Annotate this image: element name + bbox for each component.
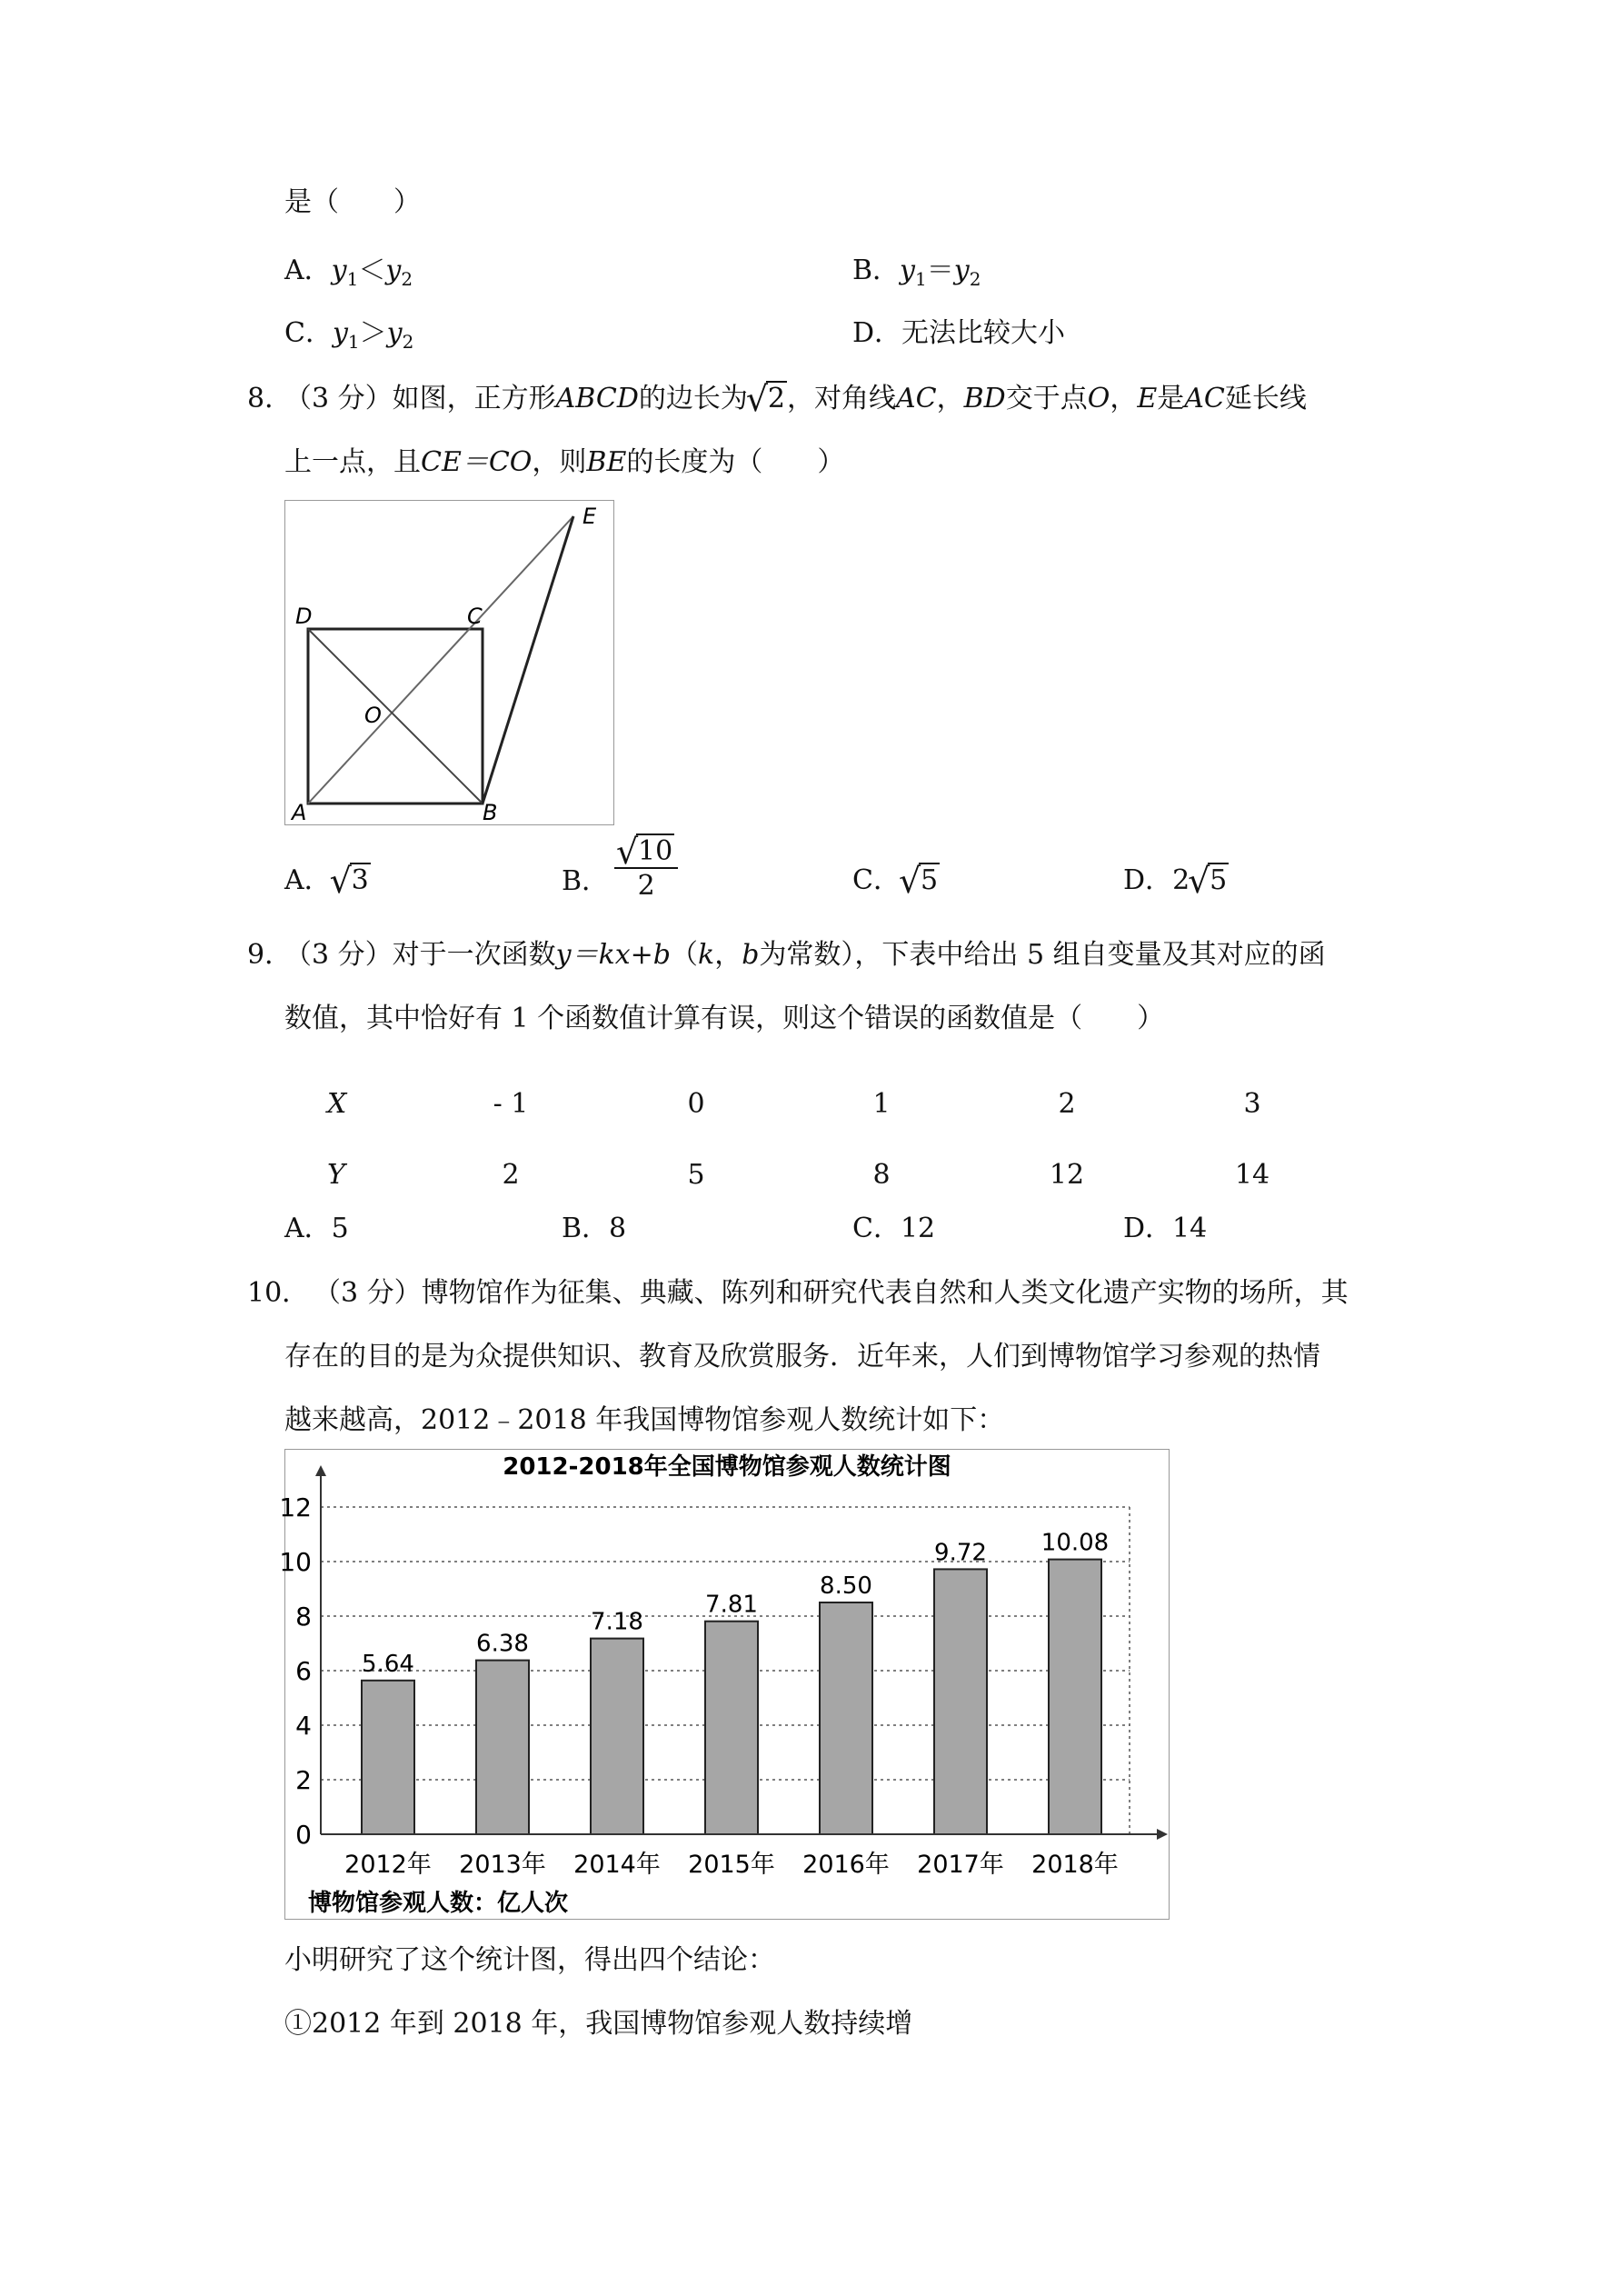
- bar-value-label: 7.81: [705, 1591, 758, 1619]
- q9-stem-line2: 数值，其中恰好有 1 个函数值计算有误，则这个错误的函数值是（ ）: [284, 1003, 1165, 1034]
- label-a: A: [292, 800, 307, 825]
- x-tick-labels: [344, 1851, 1119, 1879]
- bar: [1049, 1560, 1101, 1834]
- y-tick-label: 10: [279, 1547, 312, 1577]
- q10-stem-line3: 越来越高，2012﹣2018 年我国博物馆参观人数统计如下：: [284, 1404, 1005, 1436]
- q8-number: 8．: [247, 383, 293, 414]
- q9-number: 9．: [247, 939, 293, 971]
- y-tick-label: 12: [279, 1492, 312, 1522]
- bar-value-label: 5.64: [362, 1650, 414, 1678]
- bar-value-label: 6.38: [476, 1630, 529, 1658]
- bar: [476, 1661, 529, 1834]
- table-x-label: X: [327, 1087, 347, 1120]
- table-cell: 8: [872, 1158, 891, 1191]
- function-value-table: [327, 1068, 1345, 1210]
- q9-option-d: D．14: [1123, 1213, 1208, 1244]
- y-tick-label: 0: [295, 1820, 312, 1850]
- q10-stem-line1: （3 分）博物馆作为征集、典藏、陈列和研究代表自然和人类文化遗产实物的场所，其: [314, 1277, 1349, 1309]
- q10-stem-line2: 存在的目的是为众提供知识、教育及欣赏服务．近年来，人们到博物馆学习参观的热情: [284, 1341, 1320, 1373]
- label-b: B: [483, 800, 498, 825]
- table-row-x: [327, 1068, 1345, 1139]
- q8-option-d: D．2√ 5: [1123, 867, 1229, 894]
- bar-value-label: 8.50: [820, 1572, 872, 1600]
- sqrt-2: √ 2: [748, 385, 787, 413]
- q9-option-c: C．12: [852, 1213, 936, 1244]
- label-e: E: [582, 504, 597, 529]
- museum-visitors-bar-chart: [279, 1449, 1170, 1920]
- bar-value-label: 9.72: [934, 1539, 987, 1567]
- bar: [820, 1602, 872, 1834]
- x-tick-label: 2017年: [917, 1851, 1004, 1879]
- bar: [934, 1569, 987, 1834]
- label-d: D: [295, 604, 313, 629]
- table-row-y: [327, 1139, 1345, 1210]
- table-cell: - 1: [493, 1087, 529, 1120]
- table-cell: 3: [1243, 1087, 1261, 1120]
- q7-option-b: B．$y_1=y_2$: [852, 255, 981, 290]
- label-c: C: [467, 604, 483, 629]
- q8-option-b: B． √ $\frac{10}{2}$: [562, 838, 678, 900]
- y-tick-label: 6: [295, 1656, 312, 1686]
- x-tick-label: 2018年: [1031, 1851, 1119, 1879]
- q8-stem-line1: （3 分）如图，正方形ABCD的边长为√ 2，对角线AC，BD交于点O，E是AC延长线: [284, 385, 1307, 413]
- q7-stem-end: 是（ ）: [284, 186, 421, 218]
- table-cell: 2: [1058, 1087, 1076, 1120]
- bar-value-label: 7.18: [591, 1608, 643, 1636]
- q10-after-chart: 小明研究了这个统计图，得出四个结论：: [284, 1944, 775, 1976]
- table-cell: 0: [687, 1087, 705, 1120]
- x-tick-label: 2014年: [573, 1851, 661, 1879]
- q10-number: 10．: [247, 1277, 310, 1309]
- q8-stem-line2: 上一点，且CE＝CO，则BE的长度为（ ）: [284, 446, 845, 478]
- chart-footnote: 博物馆参观人数：亿人次: [308, 1890, 569, 1917]
- chart-title: 2012-2018年全国博物馆参观人数统计图: [503, 1453, 951, 1481]
- q7-option-a: A．$y_1<y_2$: [284, 255, 413, 290]
- bar: [362, 1681, 414, 1834]
- q9-option-b: B．8: [562, 1213, 627, 1244]
- table-y-label: Y: [327, 1158, 345, 1191]
- q8-option-a: A．√ 3: [284, 867, 371, 894]
- q8-option-c: C．√ 5: [852, 867, 940, 894]
- y-tick-label: 2: [295, 1765, 312, 1795]
- table-cell: 5: [687, 1158, 705, 1191]
- bar: [705, 1622, 758, 1834]
- table-cell: 12: [1049, 1158, 1085, 1191]
- label-o: O: [364, 703, 382, 728]
- x-tick-label: 2015年: [688, 1851, 775, 1879]
- table-cell: 14: [1234, 1158, 1270, 1191]
- table-cell: 1: [872, 1087, 891, 1120]
- x-tick-label: 2012年: [344, 1851, 432, 1879]
- y-tick-label: 8: [295, 1602, 312, 1632]
- bar-value-label: 10.08: [1041, 1529, 1110, 1557]
- x-tick-label: 2016年: [802, 1851, 890, 1879]
- x-tick-label: 2013年: [459, 1851, 546, 1879]
- q10-conclusion-1: ①2012 年到 2018 年，我国博物馆参观人数持续增: [284, 2008, 913, 2040]
- q7-option-c: C．$y_1>y_2$: [284, 317, 414, 353]
- table-cell: 2: [502, 1158, 520, 1191]
- square-diagram: [284, 500, 614, 825]
- q9-option-a: A．5: [284, 1213, 349, 1244]
- q9-stem-line1: （3 分）对于一次函数y＝kx+b（k，b为常数），下表中给出 5 组自变量及其对应的函: [284, 939, 1326, 971]
- bar: [591, 1639, 643, 1834]
- y-tick-label: 4: [295, 1711, 312, 1741]
- q7-option-d: D．无法比较大小: [852, 317, 1066, 349]
